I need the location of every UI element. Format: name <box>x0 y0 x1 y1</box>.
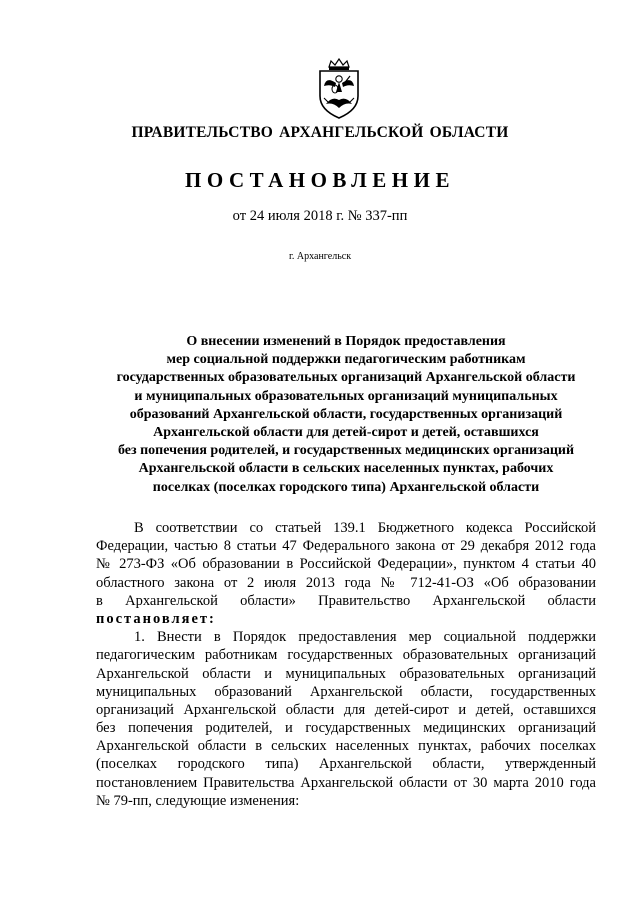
item-line: постановлением Правительства Архангельской области от 30 марта 2010 года <box>96 774 596 791</box>
document-type: ПОСТАНОВЛЕНИЕ <box>185 168 455 192</box>
document-date-number: от 24 июля 2018 г. № 337-пп <box>232 208 408 224</box>
title-line: и муниципальных образовательных организаций муниципальных <box>134 388 558 404</box>
item-line: Архангельской области и муниципальных образовательных организаций <box>96 665 596 682</box>
arkhangelsk-coat-of-arms-icon <box>312 58 366 120</box>
item-line: педагогическим работникам государственных образовательных организаций <box>96 647 596 664</box>
document-place: г. Архангельск <box>288 251 352 262</box>
item-line: Архангельской области в сельских населенных пунктах, рабочих поселках <box>96 738 596 755</box>
title-line: государственных образовательных организаций Архангельской области <box>116 370 576 386</box>
document-title <box>96 333 596 497</box>
preamble-line: в Архангельской области» Правительство Архангельской области <box>96 592 596 609</box>
preamble-line: Федерации, частью 8 статьи 47 Федерального закона от 29 декабря 2012 года <box>96 538 596 555</box>
item-line: без попечения родителей, и государственных медицинских организаций <box>96 720 596 737</box>
item-line: (поселках городского типа) Архангельской области, утвержденный <box>96 756 596 773</box>
title-line: О внесении изменений в Порядок предоставления <box>186 334 506 349</box>
title-line: Архангельской области для детей-сирот и детей, оставшихся <box>153 425 539 441</box>
document-body <box>96 519 596 810</box>
item-line: организаций Архангельской области для детей-сирот и детей, оставшихся <box>96 701 596 718</box>
title-line: поселках (поселках городского типа) Архангельской области <box>152 479 540 495</box>
preamble-line: В соответствии со статьей 139.1 Бюджетного кодекса Российской <box>134 520 596 536</box>
resolves-word: постановляет <box>96 610 210 627</box>
title-line: мер социальной поддержки педагогическим работникам <box>166 352 526 368</box>
resolves-colon: : <box>209 610 216 627</box>
title-line: без попечения родителей, и государственных медицинских организаций <box>117 443 575 459</box>
item-line: 1. Внести в Порядок предоставления мер социальной поддержки <box>134 629 596 646</box>
title-line: Архангельской области в сельских населенных пунктах, рабочих <box>138 461 554 477</box>
preamble-line: областного закона от 2 июля 2013 года № 712-41-ОЗ «Об образовании <box>96 574 596 591</box>
title-line: образований Архангельской области, государственных организаций <box>129 406 563 422</box>
resolves-line <box>96 610 596 628</box>
authority-name: ПРАВИТЕЛЬСТВО АРХАНГЕЛЬСКОЙ ОБЛАСТИ <box>131 124 509 141</box>
item-line: № 79-пп, следующие изменения: <box>96 792 300 809</box>
preamble-line: № 273-ФЗ «Об образовании в Российской Федерации», пунктом 4 статьи 40 <box>96 556 596 573</box>
item-line: муниципальных образований Архангельской области, государственных <box>96 683 596 700</box>
